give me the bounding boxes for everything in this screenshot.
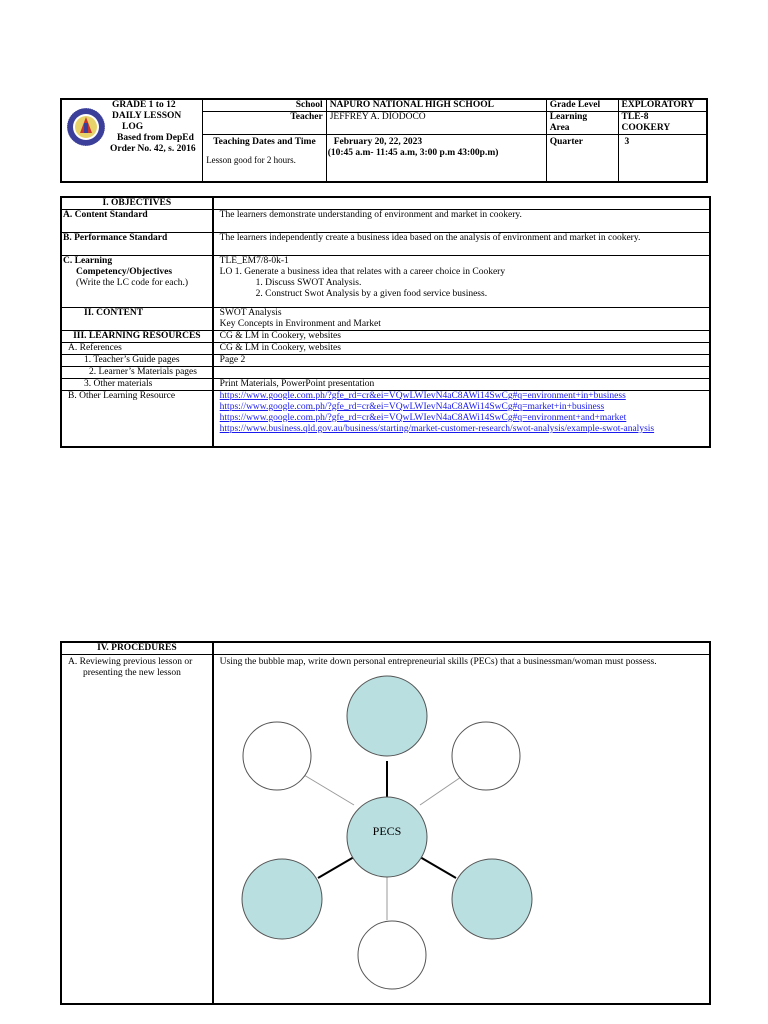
bubble-top[interactable] (347, 676, 427, 756)
resource-link-4[interactable]: https://www.business.qld.gov.au/business/starting/market-customer-research/swot-analysis/example-swot-analysis (219, 424, 655, 434)
references-label: A. References (61, 343, 213, 355)
performance-standard-value: The learners independently create a business idea based on the analysis of environment and market in cookery. (213, 233, 710, 256)
dll-title-line2: DAILY LESSON (112, 111, 182, 121)
grade-level-label: Grade Level (546, 99, 618, 112)
bubble-map-instruction: Using the bubble map, write down personal entrepreneurial skills (PECs) that a businessman/woman must possess. (219, 657, 657, 667)
dll-title-line5: Order No. 42, s. 2016 (110, 144, 196, 154)
resource-link-3[interactable]: https://www.google.com.ph/?gfe_rd=cr&ei=VQwLWIevN4aC8AWi14SwCg#q=environment+and+market (219, 413, 627, 423)
reviewing-lesson-label-2: presenting the new lesson (83, 668, 181, 678)
teaching-dates-value-1: February 20, 22, 2023 (333, 137, 423, 147)
competency-label-3: (Write the LC code for each.) (76, 278, 188, 288)
teaching-dates-label: Teaching Dates and Time (213, 137, 316, 147)
content-standard-value: The learners demonstrate understanding of environment and market in cookery. (213, 210, 710, 233)
competency-label-1: C. Learning (63, 256, 113, 266)
other-materials-label: 3. Other materials (61, 379, 213, 391)
competency-item-2: 2. Construct Swot Analysis by a given food service business. (255, 289, 488, 299)
teaching-dates-value (326, 135, 546, 182)
objectives-table (60, 196, 711, 448)
connector-upper-left (304, 775, 354, 805)
header-table (60, 98, 708, 183)
learning-resources-heading: III. LEARNING RESOURCES (61, 331, 213, 343)
school-value: NAPURO NATIONAL HIGH SCHOOL (326, 99, 546, 112)
learning-area-label (546, 112, 618, 135)
quarter-value: 3 (618, 135, 707, 182)
other-learning-resource-links (213, 391, 710, 447)
teacher-value: JEFFREY A. DIODOCO (326, 112, 546, 135)
teacher-label: Teacher (203, 112, 327, 135)
bubble-bottom[interactable] (358, 921, 426, 989)
connector-upper-right (420, 775, 464, 805)
objectives-heading-value (213, 197, 710, 210)
teachers-guide-value: Page 2 (213, 355, 710, 367)
learning-area-value-2: COOKERY (621, 123, 671, 133)
learning-resources-value: CG & LM in Cookery, websites (213, 331, 710, 343)
learning-area-value-1: TLE-8 (621, 112, 649, 122)
learning-area-label-1: Learning (549, 112, 588, 122)
content-value (213, 308, 710, 331)
reviewing-lesson-label (61, 655, 213, 1005)
learners-materials-value (213, 367, 710, 379)
learning-area-value (618, 112, 707, 135)
other-learning-resource-label: B. Other Learning Resource (61, 391, 213, 447)
bubble-lower-left[interactable] (242, 859, 322, 939)
dll-title-line1: GRADE 1 to 12 (112, 100, 176, 110)
competency-label-2: Competency/Objectives (76, 267, 173, 277)
content-value-1: SWOT Analysis (219, 308, 282, 318)
references-value: CG & LM in Cookery, websites (213, 343, 710, 355)
grade-level-value: EXPLORATORY (618, 99, 707, 112)
teaching-dates-label-cell (203, 135, 327, 182)
bubble-center-label: PECS (372, 824, 402, 838)
content-heading: II. CONTENT (61, 308, 213, 331)
resource-link-2[interactable]: https://www.google.com.ph/?gfe_rd=cr&ei=VQwLWIevN4aC8AWi14SwCg#q=market+in+business (219, 402, 605, 412)
content-standard-label: A. Content Standard (61, 210, 213, 233)
teaching-dates-value-2: (10:45 a.m- 11:45 a.m, 3:00 p.m 43:00p.m) (327, 148, 499, 158)
reviewing-lesson-label-1: A. Reviewing previous lesson or (68, 657, 193, 667)
competency-lo: LO 1. Generate a business idea that relates with a career choice in Cookery (219, 267, 506, 277)
objectives-heading: I. OBJECTIVES (61, 197, 213, 210)
school-label: School (203, 99, 327, 112)
lesson-duration-note: Lesson good for 2 hours. (206, 155, 296, 165)
competency-label (61, 256, 213, 308)
procedures-heading-value (213, 642, 710, 655)
other-materials-value: Print Materials, PowerPoint presentation (213, 379, 710, 391)
procedures-heading: IV. PROCEDURES (61, 642, 213, 655)
connector-lower-right (420, 857, 456, 878)
quarter-label: Quarter (546, 135, 618, 182)
competency-item-1: 1. Discuss SWOT Analysis. (255, 278, 362, 288)
bubble-upper-right[interactable] (452, 722, 520, 790)
dll-title-line4: Based from DepEd (117, 133, 194, 143)
performance-standard-label: B. Performance Standard (61, 233, 213, 256)
dll-title-line3: LOG (122, 122, 144, 132)
connector-lower-left (318, 857, 354, 878)
teachers-guide-label: 1. Teacher’s Guide pages (61, 355, 213, 367)
pecs-bubble-map (214, 665, 709, 1000)
learning-area-label-2: Area (549, 123, 570, 133)
content-value-2: Key Concepts in Environment and Market (219, 319, 381, 329)
dll-title-block (61, 99, 203, 182)
resource-link-1[interactable]: https://www.google.com.ph/?gfe_rd=cr&ei=VQwLWIevN4aC8AWi14SwCg#q=environment+in+business (219, 391, 626, 401)
competency-code: TLE_EM7/8-0k-1 (219, 256, 289, 266)
bubble-lower-right[interactable] (452, 859, 532, 939)
learners-materials-label: 2. Learner’s Materials pages (61, 367, 213, 379)
competency-value (213, 256, 710, 308)
bubble-upper-left[interactable] (243, 722, 311, 790)
